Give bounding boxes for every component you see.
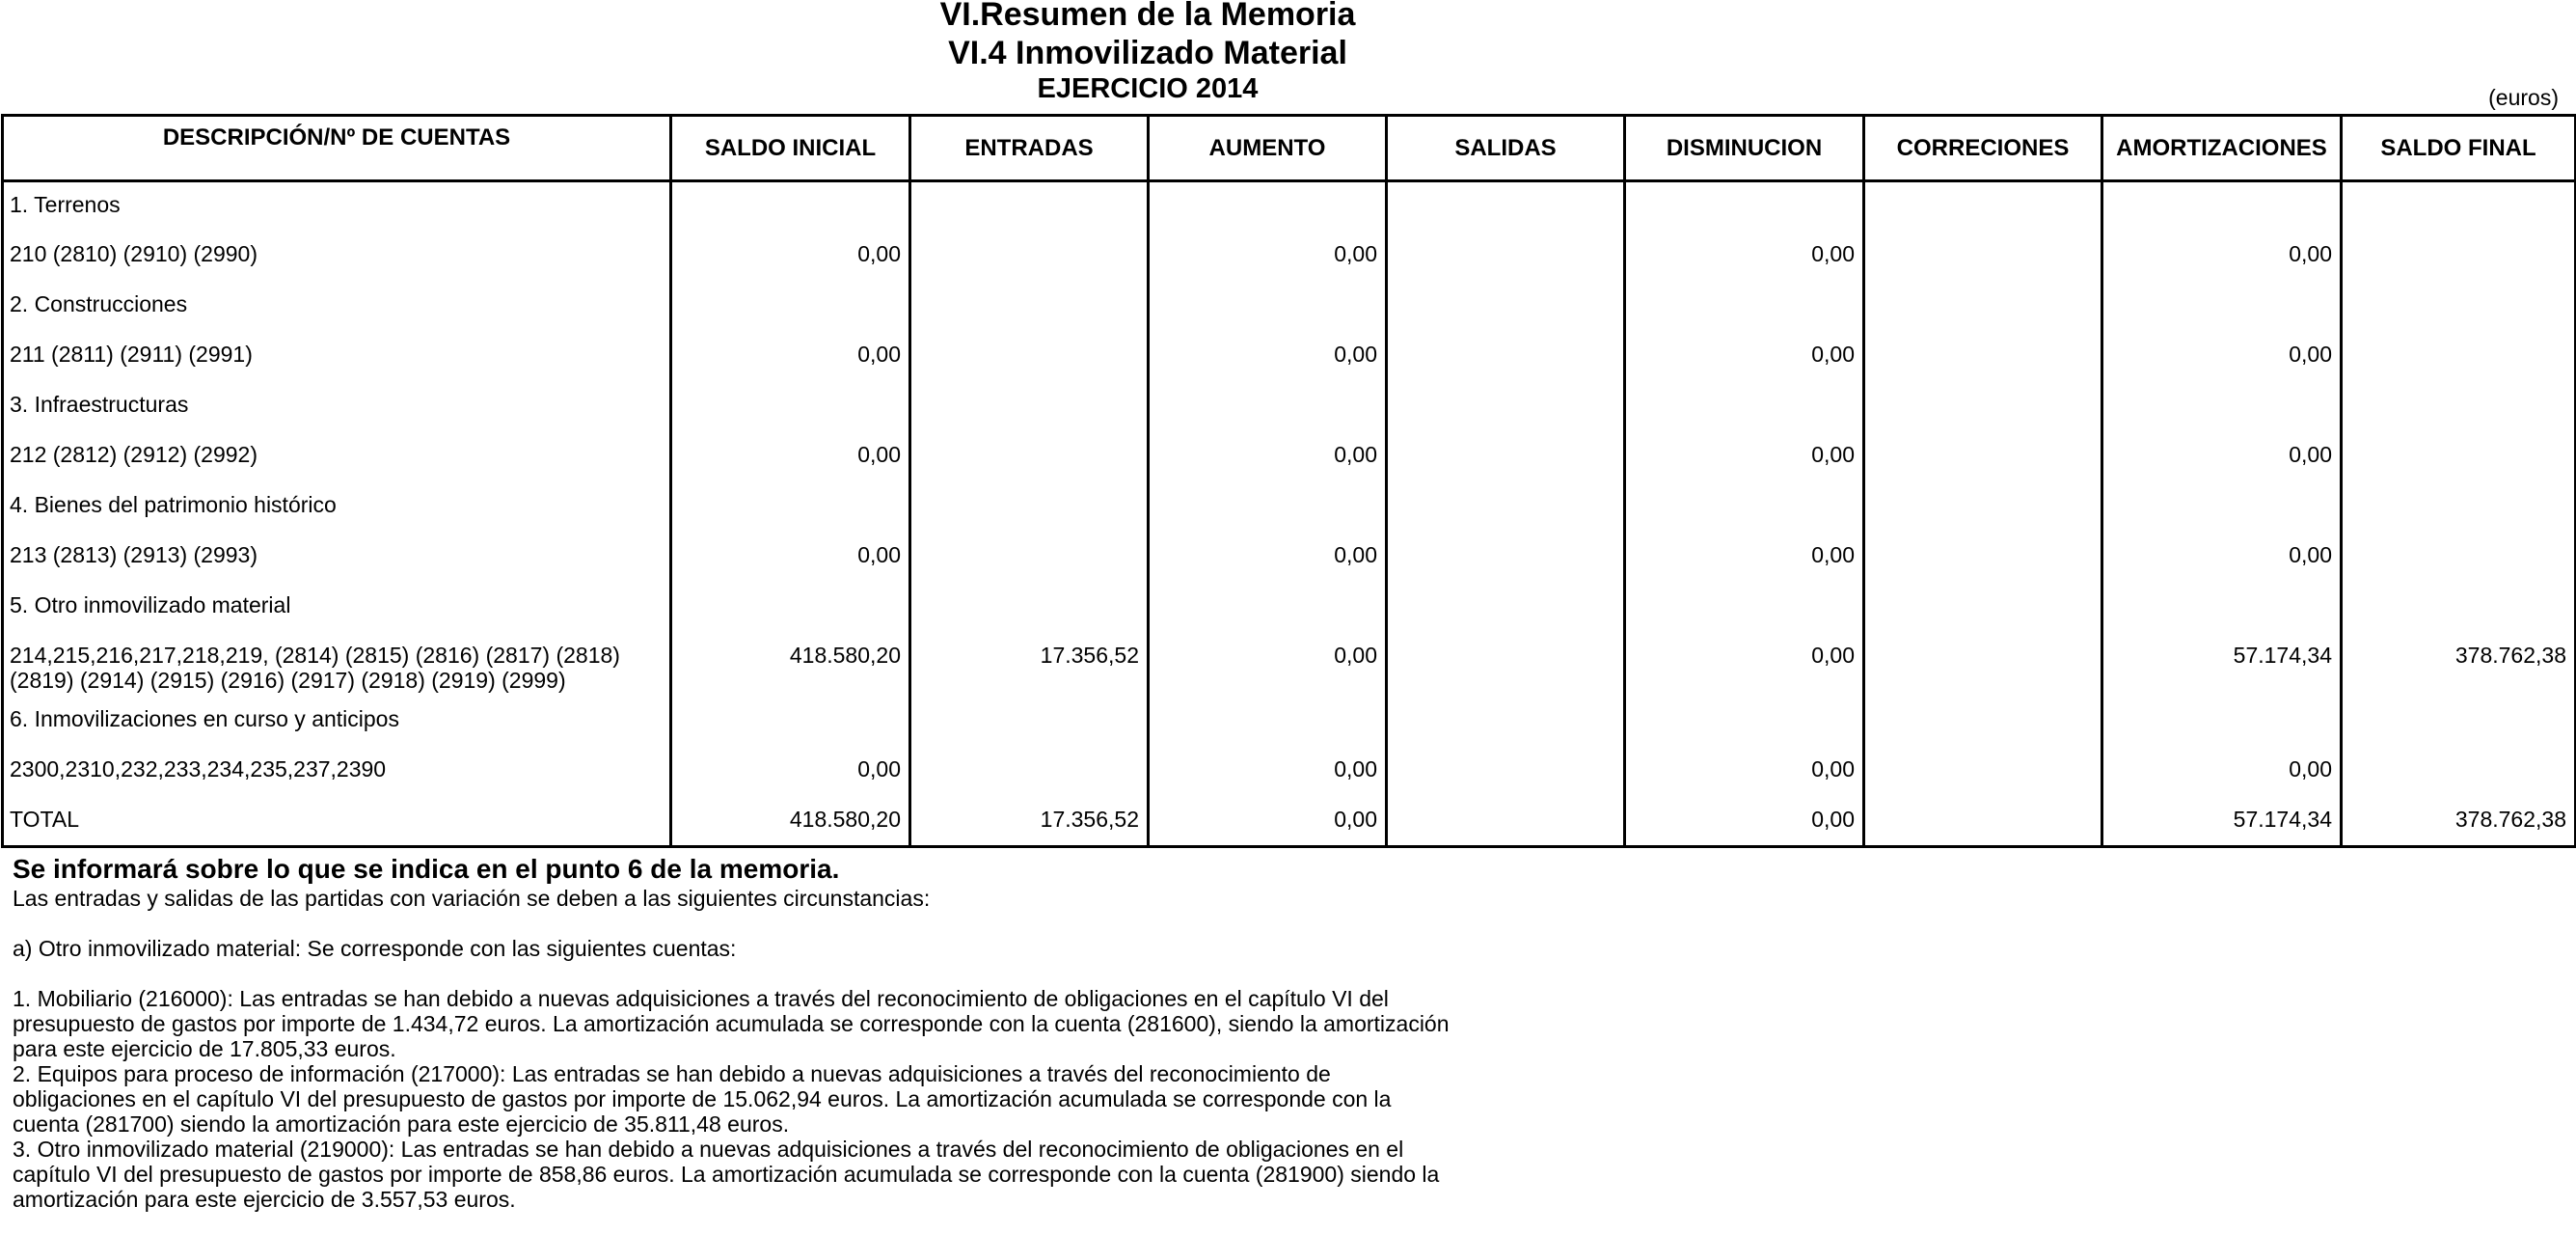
cell-value <box>671 697 910 747</box>
row-label: TOTAL <box>3 797 671 847</box>
cell-value: 0,00 <box>2102 533 2342 583</box>
row-label: 6. Inmovilizaciones en curso y anticipos <box>3 697 671 747</box>
cell-value: 57.174,34 <box>2102 797 2342 847</box>
cell-value <box>1864 482 2102 533</box>
cell-value: 0,00 <box>2102 332 2342 382</box>
cell-value <box>1387 332 1625 382</box>
row-label: 4. Bienes del patrimonio histórico <box>3 482 671 533</box>
table-row <box>3 382 2576 432</box>
cell-value: 0,00 <box>1625 747 1864 797</box>
cell-value: 0,00 <box>671 747 910 797</box>
cell-value: 418.580,20 <box>671 797 910 847</box>
cell-value <box>671 382 910 432</box>
table-row <box>3 747 2576 797</box>
cell-value: 0,00 <box>671 332 910 382</box>
cell-value <box>1864 282 2102 332</box>
row-label: 3. Infraestructuras <box>3 382 671 432</box>
cell-value <box>1149 697 1387 747</box>
cell-value: 0,00 <box>1625 633 1864 697</box>
table-row <box>3 533 2576 583</box>
cell-value <box>910 583 1149 633</box>
table-body <box>3 181 2576 847</box>
cell-value <box>1387 382 1625 432</box>
fixed-assets-table <box>1 114 2576 848</box>
row-label: 2300,2310,232,233,234,235,237,2390 <box>3 747 671 797</box>
table-row <box>3 633 2576 697</box>
cell-value: 378.762,38 <box>2342 797 2576 847</box>
cell-value <box>2342 533 2576 583</box>
notes-intro: Las entradas y salidas de las partidas con variación se deben a las siguientes circunstancias: <box>13 886 931 911</box>
cell-value <box>2342 332 2576 382</box>
cell-value <box>910 282 1149 332</box>
cell-value <box>671 181 910 232</box>
cell-value: 0,00 <box>1149 747 1387 797</box>
cell-value <box>1149 482 1387 533</box>
cell-value <box>1387 232 1625 282</box>
cell-value <box>910 747 1149 797</box>
cell-value: 57.174,34 <box>2102 633 2342 697</box>
cell-value <box>1625 482 1864 533</box>
cell-value <box>910 482 1149 533</box>
table-row <box>3 332 2576 382</box>
cell-value: 17.356,52 <box>910 797 1149 847</box>
cell-value <box>1149 583 1387 633</box>
table-row <box>3 232 2576 282</box>
cell-value: 0,00 <box>1149 797 1387 847</box>
cell-value <box>910 697 1149 747</box>
cell-value <box>1625 282 1864 332</box>
cell-value <box>910 181 1149 232</box>
cell-value <box>1387 583 1625 633</box>
cell-value <box>2102 482 2342 533</box>
cell-value <box>2342 583 2576 633</box>
note-item: 1. Mobiliario (216000): Las entradas se han debido a nuevas adquisiciones a través del reconocimiento de obligaciones en el capítulo VI del presupuesto de gastos por importe de 1.434,72 euros. La amortización acumulada se corresponde con la cuenta (281600), siendo la amortización para este ejercicio de 17.805,33 euros. <box>13 986 1450 1061</box>
row-label: 2. Construcciones <box>3 282 671 332</box>
cell-value <box>1864 533 2102 583</box>
cell-value: 378.762,38 <box>2342 633 2576 697</box>
cell-value <box>671 583 910 633</box>
notes-section-a: a) Otro inmovilizado material: Se corresponde con las siguientes cuentas: <box>13 936 737 961</box>
cell-value <box>1864 697 2102 747</box>
cell-value: 0,00 <box>2102 747 2342 797</box>
cell-value: 0,00 <box>2102 232 2342 282</box>
cell-value <box>1864 747 2102 797</box>
cell-value <box>1149 181 1387 232</box>
cell-value <box>1625 583 1864 633</box>
cell-value <box>1625 697 1864 747</box>
cell-value: 0,00 <box>671 232 910 282</box>
report-subtitle: VI.4 Inmovilizado Material <box>948 35 1347 71</box>
cell-value: 0,00 <box>1149 533 1387 583</box>
cell-value <box>1387 797 1625 847</box>
cell-value <box>1387 482 1625 533</box>
cell-value: 0,00 <box>1625 533 1864 583</box>
column-header: SALDO INICIAL <box>671 116 910 181</box>
column-header: SALIDAS <box>1387 116 1625 181</box>
column-header: SALDO FINAL <box>2342 116 2576 181</box>
currency-unit: (euros) <box>2488 85 2559 110</box>
cell-value <box>2102 697 2342 747</box>
cell-value <box>1864 232 2102 282</box>
table-row <box>3 282 2576 332</box>
column-header: DESCRIPCIÓN/Nº DE CUENTAS <box>3 116 671 181</box>
cell-value <box>1149 382 1387 432</box>
cell-value <box>1387 432 1625 482</box>
cell-value <box>2342 432 2576 482</box>
cell-value <box>1387 533 1625 583</box>
cell-value: 0,00 <box>1149 232 1387 282</box>
cell-value <box>2342 282 2576 332</box>
column-header: AUMENTO <box>1149 116 1387 181</box>
table-row <box>3 797 2576 847</box>
table-row <box>3 181 2576 232</box>
cell-value: 0,00 <box>1625 797 1864 847</box>
cell-value <box>2342 747 2576 797</box>
cell-value <box>2342 697 2576 747</box>
cell-value: 0,00 <box>1625 432 1864 482</box>
row-label: 210 (2810) (2910) (2990) <box>3 232 671 282</box>
cell-value <box>910 382 1149 432</box>
cell-value <box>1149 282 1387 332</box>
cell-value <box>671 282 910 332</box>
cell-value <box>910 533 1149 583</box>
cell-value <box>2102 583 2342 633</box>
cell-value <box>1864 432 2102 482</box>
row-label: 1. Terrenos <box>3 181 671 232</box>
cell-value <box>1387 282 1625 332</box>
cell-value <box>910 232 1149 282</box>
column-header: AMORTIZACIONES <box>2102 116 2342 181</box>
table-row <box>3 482 2576 533</box>
cell-value <box>1864 181 2102 232</box>
cell-value: 0,00 <box>1625 332 1864 382</box>
cell-value <box>910 432 1149 482</box>
note-item: 2. Equipos para proceso de información (217000): Las entradas se han debido a nuevas adquisiciones a través del reconocimiento de obligaciones en el capítulo VI del presupuesto de gastos por importe de 15.062,94 euros. La amortización acumulada se corresponde con la cuenta (281700) siendo la amortización para este ejercicio de 35.811,48 euros. <box>13 1061 1392 1137</box>
cell-value <box>1864 332 2102 382</box>
cell-value <box>1864 382 2102 432</box>
cell-value: 418.580,20 <box>671 633 910 697</box>
cell-value <box>1387 697 1625 747</box>
cell-value: 0,00 <box>1149 432 1387 482</box>
row-label: 213 (2813) (2913) (2993) <box>3 533 671 583</box>
row-label: 5. Otro inmovilizado material <box>3 583 671 633</box>
table-row <box>3 583 2576 633</box>
cell-value: 0,00 <box>1149 633 1387 697</box>
table-header-row <box>3 116 2576 181</box>
cell-value <box>671 482 910 533</box>
cell-value <box>2342 181 2576 232</box>
report-title: VI.Resumen de la Memoria <box>939 0 1356 33</box>
notes-section <box>13 853 1459 1212</box>
cell-value <box>1625 181 1864 232</box>
row-label: 212 (2812) (2912) (2992) <box>3 432 671 482</box>
cell-value <box>1864 633 2102 697</box>
cell-value <box>2102 382 2342 432</box>
table-row <box>3 432 2576 482</box>
cell-value <box>910 332 1149 382</box>
cell-value <box>1387 633 1625 697</box>
cell-value <box>2102 181 2342 232</box>
cell-value: 0,00 <box>2102 432 2342 482</box>
cell-value <box>1387 747 1625 797</box>
cell-value: 17.356,52 <box>910 633 1149 697</box>
cell-value <box>2342 382 2576 432</box>
cell-value: 0,00 <box>671 533 910 583</box>
note-item: 3. Otro inmovilizado material (219000): Las entradas se han debido a nuevas adquisiciones a través del reconocimiento de obligaciones en el capítulo VI del presupuesto de gastos por importe de 858,86 euros. La amortización acumulada se corresponde con la cuenta (281900) siendo la amortización para este ejercicio de 3.557,53 euros. <box>13 1137 1440 1212</box>
row-label: 211 (2811) (2911) (2991) <box>3 332 671 382</box>
cell-value <box>2342 482 2576 533</box>
cell-value: 0,00 <box>671 432 910 482</box>
notes-heading: Se informará sobre lo que se indica en el punto 6 de la memoria. <box>13 854 840 884</box>
table-row <box>3 697 2576 747</box>
cell-value <box>1387 181 1625 232</box>
column-header: DISMINUCION <box>1625 116 1864 181</box>
column-header: CORRECIONES <box>1864 116 2102 181</box>
cell-value <box>2342 232 2576 282</box>
fiscal-year: EJERCICIO 2014 <box>1037 73 1259 104</box>
cell-value <box>1864 583 2102 633</box>
row-label: 214,215,216,217,218,219, (2814) (2815) (2816) (2817) (2818) (2819) (2914) (2915) (2916) (2917) (2918) (2919) (2999) <box>3 633 671 697</box>
cell-value <box>1625 382 1864 432</box>
notes-items <box>13 986 1459 1212</box>
cell-value: 0,00 <box>1625 232 1864 282</box>
cell-value: 0,00 <box>1149 332 1387 382</box>
cell-value <box>2102 282 2342 332</box>
column-header: ENTRADAS <box>910 116 1149 181</box>
cell-value <box>1864 797 2102 847</box>
